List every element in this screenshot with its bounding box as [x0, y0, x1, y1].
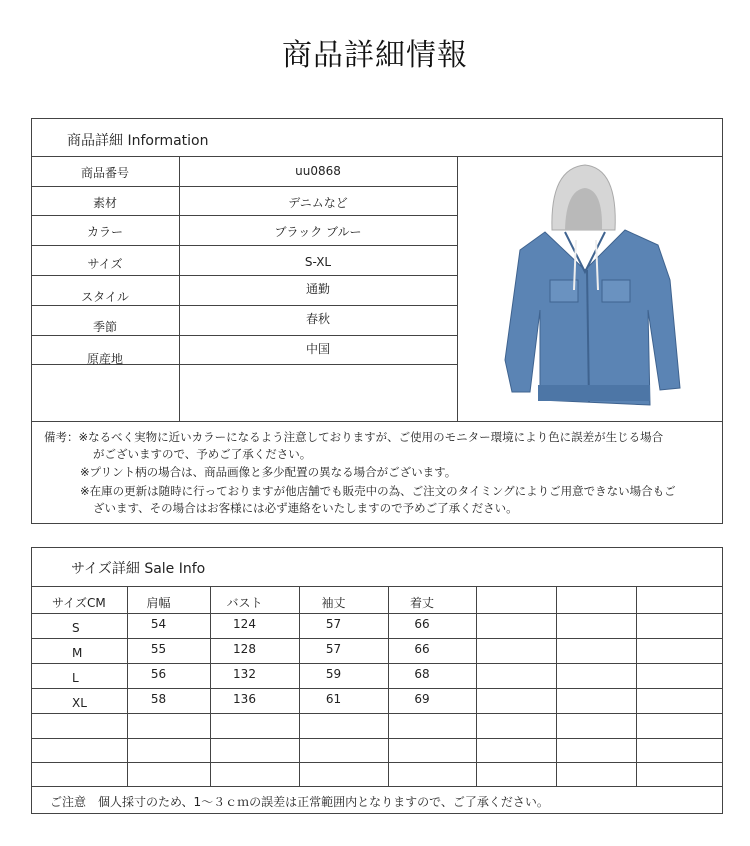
info-value: 春秋 [305, 312, 330, 326]
col-divider [388, 586, 389, 786]
row-divider [31, 688, 723, 689]
row-divider [31, 738, 723, 739]
size-col-header: サイズCM [52, 596, 106, 610]
info-label: 原産地 [86, 352, 123, 366]
page-title: 商品詳細情報 [282, 38, 468, 73]
size-cell: 136 [233, 692, 256, 706]
info-value: デニムなど [288, 196, 348, 210]
size-cell: 59 [325, 667, 342, 681]
row-divider [31, 713, 723, 714]
size-cell: 69 [414, 692, 430, 706]
size-cell: L [72, 671, 79, 685]
col-divider [636, 586, 637, 786]
size-cell: XL [72, 696, 87, 710]
row-divider [31, 638, 723, 639]
size-cell: 54 [150, 617, 167, 631]
size-cell: 66 [414, 617, 430, 631]
size-cell: 68 [414, 667, 430, 681]
row-divider [31, 215, 457, 216]
size-cell: 58 [150, 692, 167, 706]
size-footer-note: ご注意 個人採寸のため、1～３ｃｍの誤差は正常範囲内となりますので、ご了承ください。 [50, 795, 549, 809]
info-heading: 商品詳細 Information [67, 133, 209, 149]
jacket-illustration [490, 160, 690, 410]
note-line: がございますので、予めご了承ください。 [93, 447, 312, 461]
row-divider [31, 762, 723, 763]
size-heading: サイズ詳細 Sale Info [71, 561, 206, 577]
row-divider [31, 305, 457, 306]
product-image [490, 160, 690, 410]
col-divider [210, 586, 211, 786]
size-cell: M [72, 646, 83, 660]
info-label: 商品番号 [80, 166, 129, 180]
size-cell: 124 [233, 617, 256, 631]
info-label: 素材 [92, 196, 117, 210]
col-divider [127, 586, 128, 786]
col-divider [299, 586, 300, 786]
size-cell: 56 [150, 667, 167, 681]
info-label: スタイル [81, 290, 129, 304]
size-cell: 132 [233, 667, 256, 681]
size-cell: 128 [233, 642, 256, 656]
row-divider [31, 663, 723, 664]
info-value: ブラック ブルー [274, 225, 362, 239]
note-line: ※在庫の更新は随時に行っておりますが他店舗でも販売中の為、ご注文のタイミングによりご用意できない場合もご [80, 484, 676, 498]
size-col-header: 肩幅 [146, 596, 171, 610]
row-divider [31, 245, 457, 246]
info-value: 通勤 [305, 282, 330, 296]
info-value: uu0868 [295, 164, 341, 178]
note-line: 備考：※なるべく実物に近いカラーになるよう注意しておりますが、ご使用のモニター環境により色に誤差が生じる場合 [44, 430, 664, 444]
row-divider [31, 786, 723, 787]
size-col-header: 着丈 [409, 596, 434, 610]
row-divider [31, 275, 457, 276]
row-divider [31, 186, 457, 187]
info-label: サイズ [87, 257, 123, 271]
size-cell: 55 [150, 642, 167, 656]
row-divider [31, 613, 723, 614]
size-cell: 66 [414, 642, 430, 656]
size-cell: 57 [325, 642, 342, 656]
info-value: S-XL [304, 255, 332, 269]
size-cell: 57 [325, 617, 342, 631]
row-divider [31, 586, 723, 587]
size-col-header: 袖丈 [321, 596, 346, 610]
col-divider [476, 586, 477, 786]
note-line: ※プリント柄の場合は、商品画像と多少配置の異なる場合がございます。 [80, 465, 457, 479]
info-label: 季節 [92, 320, 117, 334]
info-value: 中国 [305, 342, 330, 356]
info-label: カラー [86, 225, 123, 239]
row-divider [31, 335, 457, 336]
size-cell: S [72, 621, 80, 635]
size-cell: 61 [325, 692, 342, 706]
col-divider [556, 586, 557, 786]
size-col-header: バスト [226, 596, 263, 610]
note-line: ざいます、その場合はお客様には必ず連絡をいたしますので予めご了承ください。 [93, 501, 518, 515]
